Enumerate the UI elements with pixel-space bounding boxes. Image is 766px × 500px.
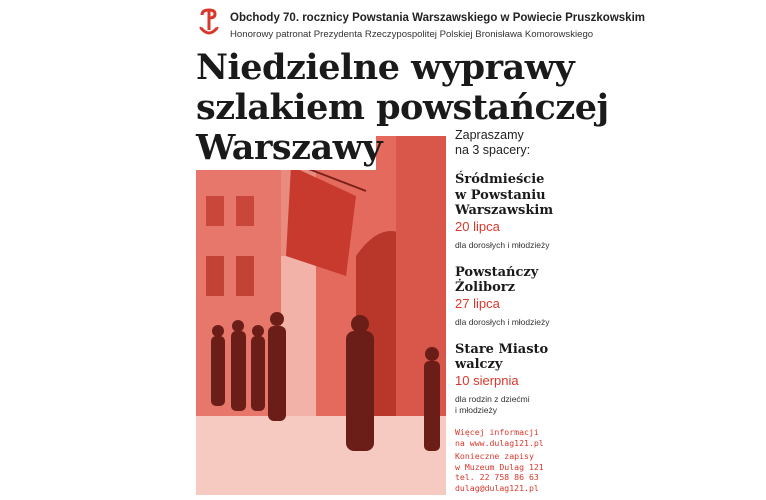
walk-1 xyxy=(455,172,570,251)
photo-insurgents-street xyxy=(196,136,446,495)
intro-line-2: na 3 spacery: xyxy=(455,143,531,157)
intro-text xyxy=(455,128,570,158)
walk-1-title xyxy=(455,172,570,219)
walk-2-title-line-2: Żoliborz xyxy=(455,280,516,295)
walk-1-date: 20 lipca xyxy=(455,218,500,234)
walk-2 xyxy=(455,265,570,328)
info-website[interactable]: na www.dulag121.pl xyxy=(455,437,544,448)
title-line-2: szlakiem powstańczej xyxy=(196,87,609,128)
contact-info xyxy=(455,427,544,494)
walk-3-audience xyxy=(455,394,570,416)
walk-3-title-line-1: Stare Miasto xyxy=(455,341,549,357)
info-line-3: Konieczne zapisy xyxy=(455,451,534,462)
walks-column xyxy=(455,128,570,416)
walk-3 xyxy=(455,342,570,416)
walk-2-title-line-1: Powstańczy xyxy=(455,264,539,280)
info-email[interactable]: dulag@dulag121.pl xyxy=(455,482,539,493)
header-subtitle: Honorowy patronat Prezydenta Rzeczypospolitej Polskiej Bronisława Komorowskiego xyxy=(230,29,594,40)
info-phone: tel. 22 758 86 63 xyxy=(455,472,539,483)
walk-2-audience: dla dorosłych i młodzieży xyxy=(455,316,550,327)
walk-1-audience: dla dorosłych i młodzieży xyxy=(455,239,550,250)
title-line-3: Warszawy xyxy=(196,127,383,168)
walk-3-date: 10 sierpnia xyxy=(455,372,519,388)
walk-1-title-line-3: Warszawskim xyxy=(455,203,554,218)
header-title: Obchody 70. rocznicy Powstania Warszawskiego w Powiecie Pruszkowskim xyxy=(230,12,645,24)
walk-2-title xyxy=(455,265,570,296)
kotwica-anchor-icon xyxy=(198,8,220,38)
walk-2-date: 27 lipca xyxy=(455,295,500,311)
walk-1-title-line-1: Śródmieście xyxy=(455,172,545,187)
intro-line-1: Zapraszamy xyxy=(455,128,524,142)
info-line-1: Więcej informacji xyxy=(455,427,539,437)
walk-3-title-line-2: walczy xyxy=(455,357,503,372)
walk-3-audience-line-2: i młodzieży xyxy=(455,404,498,415)
info-line-4: w Muzeum Dulag 121 xyxy=(455,461,544,472)
walk-3-title xyxy=(455,342,570,373)
walk-1-title-line-2: w Powstaniu xyxy=(455,187,546,203)
walk-3-audience-line-1: dla rodzin z dziećmi xyxy=(455,393,530,404)
title-line-1: Niedzielne wyprawy xyxy=(196,47,575,88)
